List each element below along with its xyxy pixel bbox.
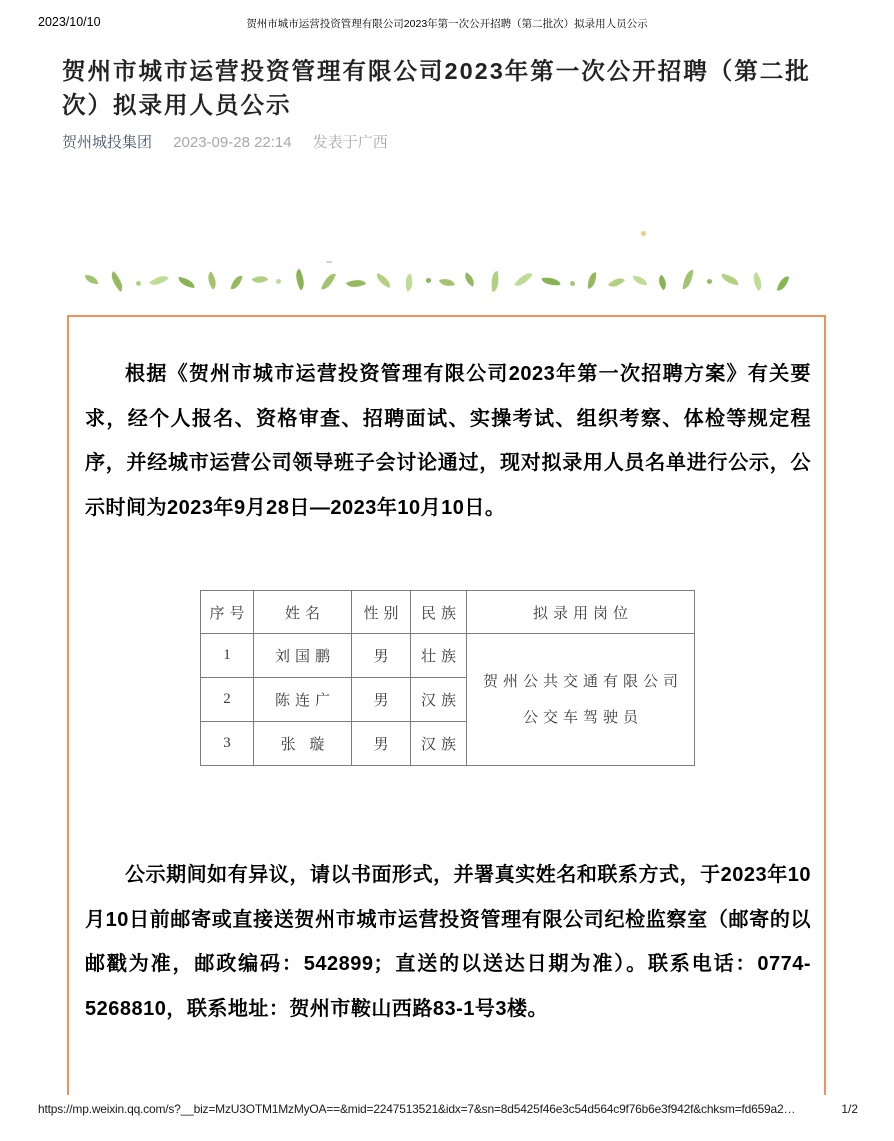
cell-no: 3 <box>201 722 254 766</box>
leaf-icon <box>230 274 242 291</box>
table-row <box>201 634 695 678</box>
leaf-icon <box>373 273 392 288</box>
leaf-dot-icon <box>276 279 281 284</box>
print-header-title: 贺州市城市运营投资管理有限公司2023年第一次公开招聘（第二批次）拟录用人员公示 <box>246 18 648 30</box>
leaf-icon <box>462 272 478 287</box>
cell-name: 刘国鹏 <box>254 634 352 678</box>
leaf-icon <box>489 271 502 292</box>
leaf-icon <box>515 269 533 290</box>
col-header-gender: 性别 <box>352 591 411 634</box>
speck-icon <box>641 231 646 236</box>
leaf-icon <box>721 273 740 285</box>
speck-icon <box>326 261 332 263</box>
leaf-dot-icon <box>707 279 712 284</box>
col-header-no: 序号 <box>201 591 254 634</box>
leaf-dot-icon <box>136 281 141 286</box>
account-name: 贺州城投集团 <box>62 134 153 151</box>
leaf-icon <box>542 275 561 286</box>
cell-no: 1 <box>201 634 254 678</box>
leaf-icon <box>633 275 647 284</box>
roster-table <box>200 590 695 766</box>
leaf-icon <box>107 271 127 292</box>
leaf-dot-icon <box>570 281 575 286</box>
leaf-icon <box>85 275 98 284</box>
article-byline <box>62 131 830 152</box>
leaf-icon <box>402 273 416 291</box>
leaf-icon <box>608 274 625 291</box>
col-header-position: 拟录用岗位 <box>467 591 695 634</box>
announcement-paragraph-1: 根据《贺州市城市运营投资管理有限公司2023年第一次招聘方案》有关要求，经个人报名、资格审查、招聘面试、实操考试、组织考察、体检等规定程序，并经城市运营公司领导班子会讨论通过，现对拟录用人员名单进行公示，公示时间为2023年9月28日—2023年10月10日。 <box>85 363 811 519</box>
position-line-2: 公交车驾驶员 <box>522 709 643 726</box>
leaf-icon <box>346 275 366 290</box>
leaf-icon <box>203 271 220 289</box>
col-header-ethnicity: 民族 <box>411 591 467 634</box>
leaf-icon <box>587 272 597 288</box>
cell-no: 2 <box>201 678 254 722</box>
print-footer-url: https://mp.weixin.qq.com/s?__biz=MzU3OTM1MzMyOA==&mid=2247513521&idx=7&sn=8d5425f46e3c54d564c9f76b6e3f942f&chksm=fd659a2… <box>38 1102 796 1116</box>
position-line-1: 贺州公共交通有限公司 <box>482 673 683 690</box>
cell-gender: 男 <box>352 678 411 722</box>
cell-position-merged <box>467 634 695 766</box>
leaf-icon <box>321 271 336 292</box>
leaf-icon <box>776 274 788 292</box>
cell-ethnicity: 汉族 <box>411 678 467 722</box>
leaf-icon <box>749 271 766 290</box>
cell-ethnicity: 汉族 <box>411 722 467 766</box>
leaf-icon <box>439 276 455 288</box>
article-title: 贺州市城市运营投资管理有限公司2023年第一次公开招聘（第二批次）拟录用人员公示 <box>62 58 811 118</box>
leaf-icon <box>150 271 170 289</box>
leaf-dot-icon <box>426 278 431 283</box>
announcement-paragraph-2: 公示期间如有异议，请以书面形式，并署真实姓名和联系方式，于2023年10月10日前邮寄或直接送贺州市城市运营投资管理有限公司纪检监察室（邮寄的以邮戳为准，邮政编码：542899；直送的以送达日期为准）。联系电话：0774-5268810，联系地址：贺州市鞍山西路83-1号3楼。 <box>85 864 811 1020</box>
print-page-number: 1/2 <box>841 1102 858 1116</box>
publish-time: 2023-09-28 22:14 <box>173 134 292 151</box>
leaf-icon <box>683 269 694 290</box>
cell-gender: 男 <box>352 722 411 766</box>
leaf-icon <box>177 277 195 288</box>
cell-name: 陈连广 <box>254 678 352 722</box>
publish-location: 发表于广西 <box>312 134 388 151</box>
col-header-name: 姓名 <box>254 591 352 634</box>
cell-name: 张 璇 <box>254 722 352 766</box>
cell-ethnicity: 壮族 <box>411 634 467 678</box>
leaf-icon <box>252 272 269 287</box>
table-header-row <box>201 591 695 634</box>
leaf-icon <box>292 268 309 290</box>
cell-gender: 男 <box>352 634 411 678</box>
print-date: 2023/10/10 <box>38 15 101 29</box>
leaf-icon <box>655 274 670 290</box>
leaf-divider <box>85 264 791 298</box>
